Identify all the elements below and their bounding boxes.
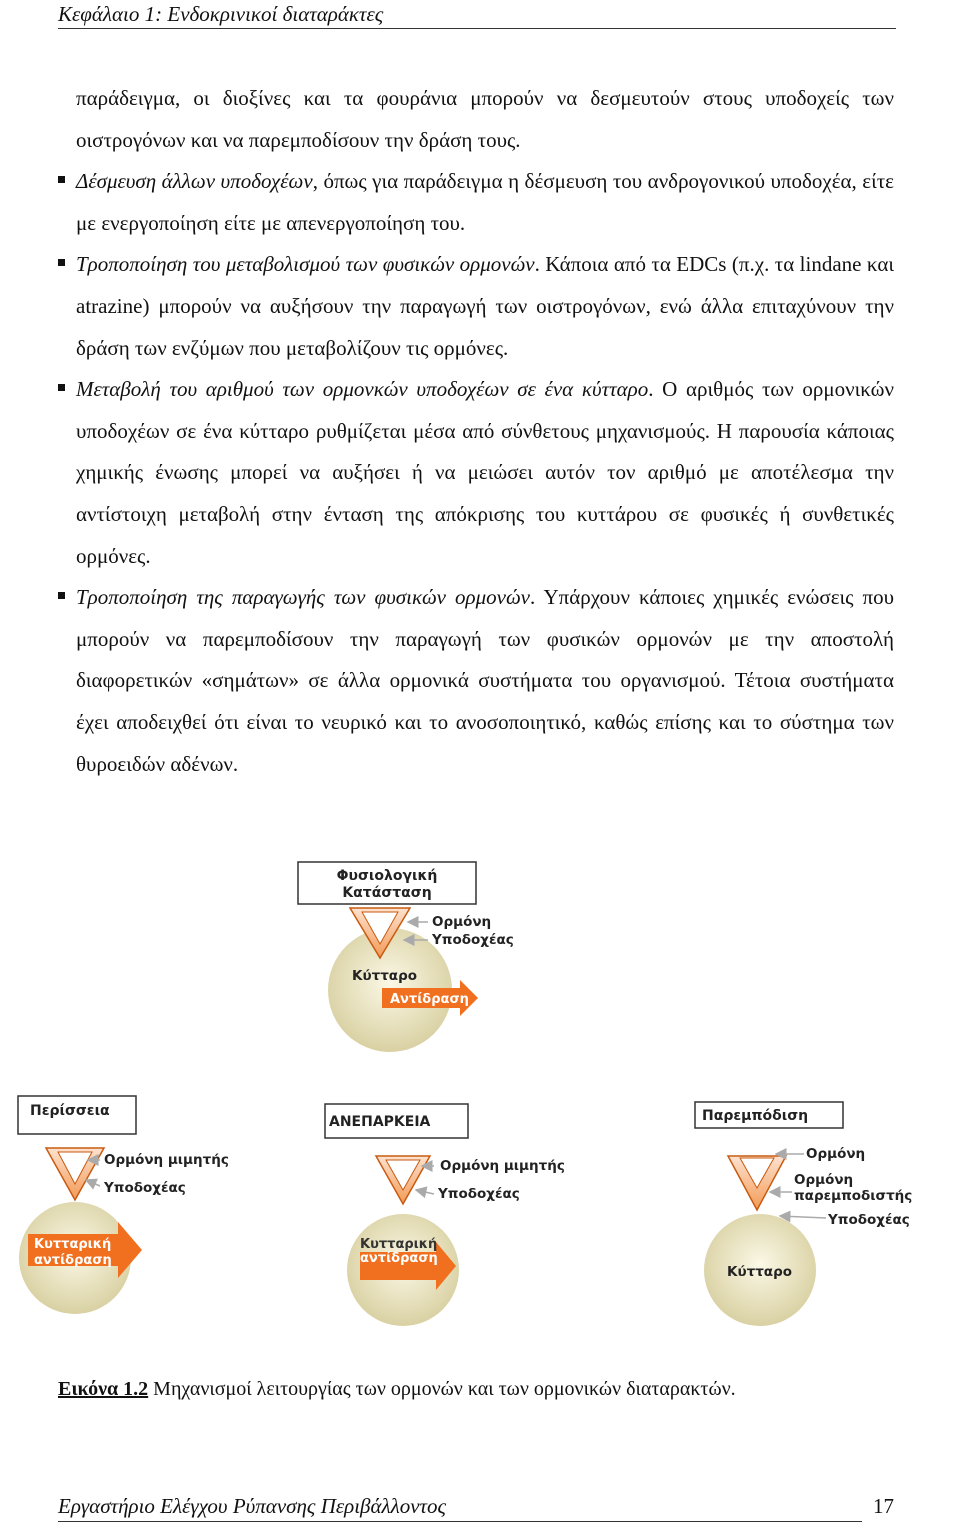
bullet-hormone-production	[76, 577, 894, 785]
bullet-receptor-count	[76, 369, 894, 577]
bullet-square-icon	[58, 259, 65, 266]
bullet-text: , όπως για παράδειγμα η δέσμευση του ανδρογονικού υποδοχέα, είτε με ενεργοποίηση είτε με απενεργοποίηση του.	[76, 169, 894, 235]
caption-text: Μηχανισμοί λειτουργίας των ορμονών και των ορμονικών διαταρακτών.	[148, 1378, 736, 1400]
page-number: 17	[873, 1494, 894, 1518]
response-label-1: Κυτταρική	[360, 1237, 438, 1252]
deficit-title: ΑΝΕΠΑΡΚΕΙΑ	[329, 1114, 431, 1130]
caption-label: Εικόνα 1.2	[58, 1378, 149, 1400]
response-label-1: Κυτταρική	[34, 1237, 112, 1252]
bullet-text: . Υπάρχουν κάποιες χημικές ενώσεις που μπορούν να παρεμποδίσουν την παραγωγή των φυσικών ορμονών με την αποστολή διαφορετικών «σημάτων» σε άλλα ορμονικά συστήματα του οργανισμού. Τέτοια συστήματα έχει αποδειχθεί ότι είναι το νευρικό και το ανοσοποιητικό, καθώς επίσης και το σύστημα των θυροειδών αδένων.	[76, 585, 894, 776]
hormone-label: Ορμόνη	[806, 1146, 866, 1162]
bullet-metabolism	[76, 244, 894, 369]
bullet-square-icon	[58, 592, 65, 599]
excess-title: Περίσσεια	[30, 1103, 110, 1119]
blocker-label-1: Ορμόνη	[794, 1172, 854, 1188]
mimic-label: Ορμόνη μιμητής	[440, 1158, 565, 1174]
mimic-label: Ορμόνη μιμητής	[104, 1152, 229, 1168]
normal-state-title: Φυσιολογική	[336, 868, 438, 884]
hormone-label: Ορμόνη	[432, 914, 492, 930]
bullet-square-icon	[58, 384, 65, 391]
receptor-label: Υποδοχέας	[828, 1212, 910, 1228]
response-label-2: αντίδραση	[34, 1253, 112, 1268]
deficit-panel	[325, 1104, 565, 1326]
footer-rule	[58, 1521, 862, 1522]
bullet-text: . Ο αριθμός των ορμονικών υποδοχέων σε ένα κύτταρο ρυθμίζεται μέσα από σύνθετους μηχανισμούς. Η παρουσία κάποιας χημικής ένωσης μπορεί να αυξήσει ή να μειώσει αυτόν τον αριθμό με αποτέλεσμα την αντίστοιχη μεταβολή στην ένταση της απόκρισης του κυττάρου σε φυσικές ή συνθετικές ορμόνες.	[76, 377, 894, 568]
blocking-title: Παρεμπόδιση	[702, 1108, 809, 1124]
bullet-text: . Κάποια από τα EDCs (π.χ. τα lindane και atrazine) μπορούν να αυξήσουν την παραγωγή των οιστρογόνων, ενώ άλλα επιταχύνουν την δράση των ενζύμων που μεταβολίζουν τις ορμόνες.	[76, 252, 894, 360]
cell-label: Κύτταρο	[352, 968, 418, 984]
response-label-2: αντίδραση	[360, 1251, 438, 1266]
body-text	[76, 78, 894, 785]
normal-state-panel	[298, 862, 514, 1052]
excess-panel	[18, 1096, 229, 1314]
bullet-heading: Τροποποίηση της παραγωγής των φυσικών ορμονών	[76, 585, 530, 610]
receptor-label: Υποδοχέας	[432, 932, 514, 948]
bullet-heading: Τροποποίηση του μεταβολισμού των φυσικών ορμονών	[76, 252, 535, 277]
response-label: Αντίδραση	[390, 992, 469, 1007]
cell-label: Κύτταρο	[727, 1264, 793, 1280]
receptor-label: Υποδοχέας	[104, 1180, 186, 1196]
normal-state-title-2: Κατάσταση	[342, 885, 432, 901]
bullet-heading: Δέσμευση άλλων υποδοχέων	[76, 169, 313, 194]
bullet-square-icon	[58, 176, 65, 183]
bullet-receptor-binding	[76, 161, 894, 244]
hormone-mechanism-figure	[0, 840, 960, 1360]
running-header: Κεφάλαιο 1: Ενδοκρινικοί διαταράκτες	[58, 2, 384, 26]
header-rule	[58, 28, 896, 29]
blocking-panel	[695, 1102, 912, 1326]
bullet-heading: Μεταβολή του αριθμού των ορμονκών υποδοχέων σε ένα κύτταρο	[76, 377, 649, 402]
figure-caption	[58, 1378, 736, 1401]
blocker-label-2: παρεμποδιστής	[794, 1188, 913, 1204]
receptor-label: Υποδοχέας	[438, 1186, 520, 1202]
running-footer: Εργαστήριο Ελέγχου Ρύπανσης Περιβάλλοντος	[58, 1494, 447, 1518]
paragraph-continuation: παράδειγμα, οι διοξίνες και τα φουράνια μπορούν να δεσμευτούν στους υποδοχείς των οιστρογόνων και να παρεμποδίσουν την δράση τους.	[76, 86, 894, 152]
